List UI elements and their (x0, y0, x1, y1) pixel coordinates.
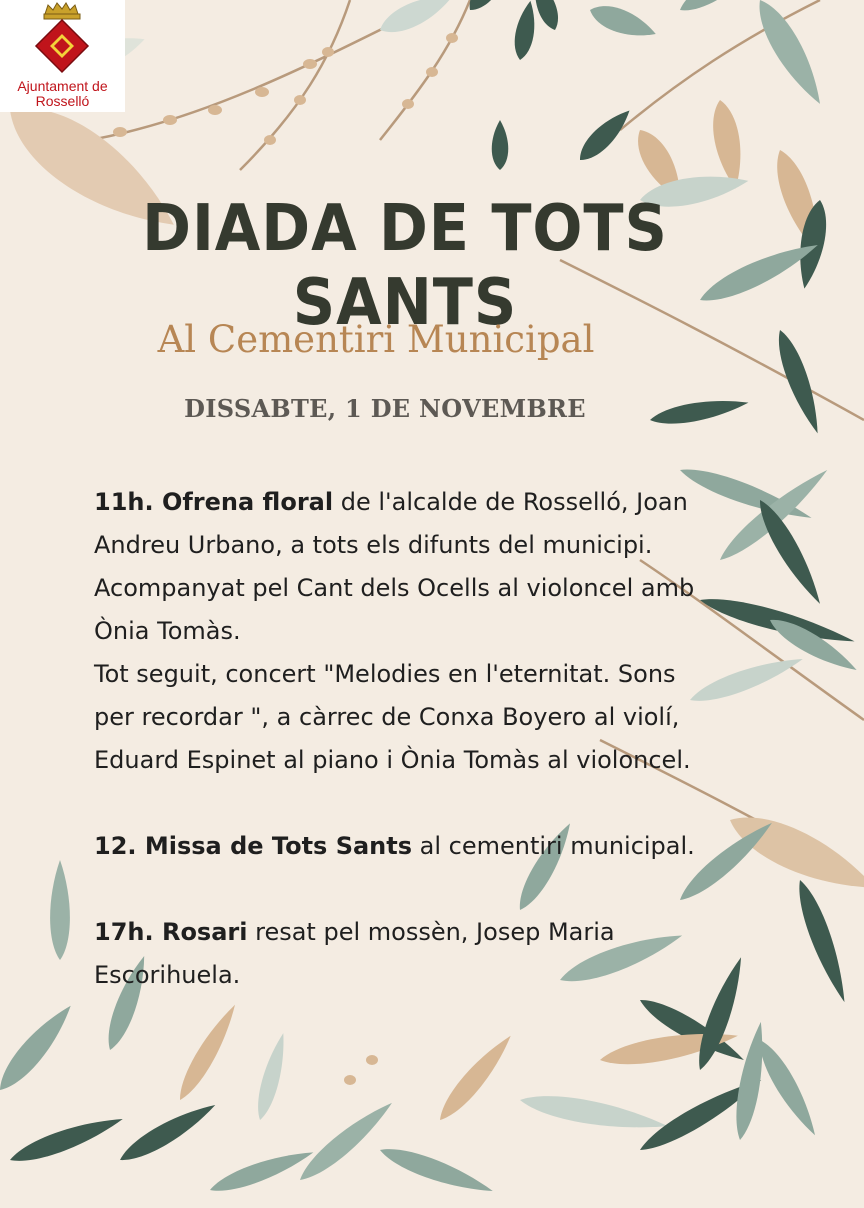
event-program (94, 481, 714, 997)
event-item (94, 825, 714, 868)
event-time-title: 17h. Rosari (94, 918, 248, 946)
logo-line-2: Rosselló (35, 93, 90, 109)
event-time-title: 12. Missa de Tots Sants (94, 832, 413, 860)
event-item (94, 481, 714, 653)
event-description: al cementiri municipal. (412, 832, 695, 860)
event-item-continuation: Tot seguit, concert "Melodies en l'eternitat. Sons per recordar ", a càrrec de Conxa Boyero al violí, Eduard Espinet al piano i Ònia Tomàs al violoncel. (94, 660, 691, 774)
event-date: DISSABTE, 1 DE NOVEMBRE (184, 394, 586, 423)
poster-subtitle: Al Cementiri Municipal (157, 318, 595, 361)
coat-of-arms-icon (0, 0, 125, 80)
event-description: resat pel mossèn, Josep Maria Escorihuela. (94, 918, 615, 989)
logo-line-1: Ajuntament de (17, 78, 108, 94)
event-description: de l'alcalde de Rosselló, Joan Andreu Urbano, a tots els difunts del municipi. Acompanyat pel Cant dels Ocells al violoncel amb Ònia Tomàs. (94, 488, 695, 645)
event-time-title: 11h. Ofrena floral (94, 488, 334, 516)
event-item (94, 911, 714, 997)
poster-title: DIADA DE TOTS SANTS (142, 192, 668, 340)
ajuntament-logo (0, 0, 125, 112)
